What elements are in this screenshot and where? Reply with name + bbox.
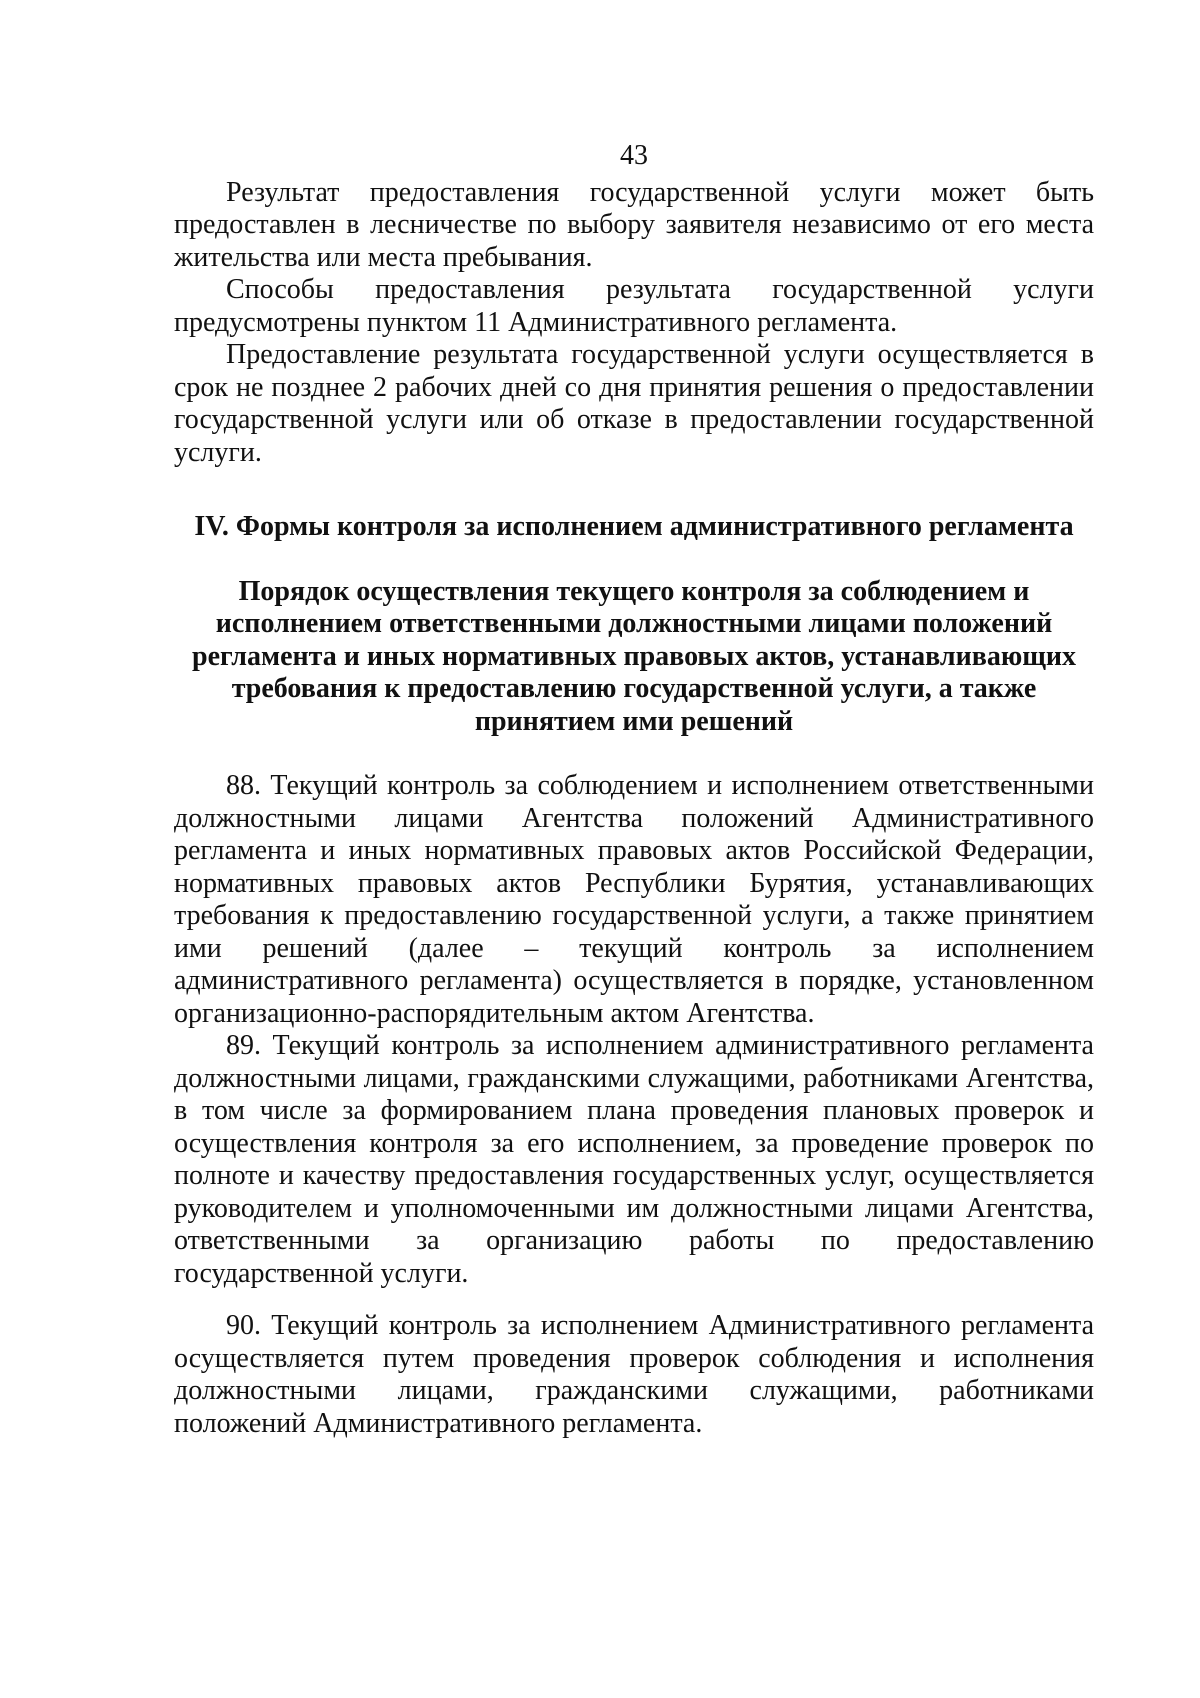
document-page	[174, 140, 1094, 1440]
paragraph-result-deadline: Предоставление результата государственной услуги осуществляется в срок не позднее 2 рабочих дней со дня принятия решения о предоставлении государственной услуги или об отказе в предоставлении государственной услуги.	[174, 339, 1094, 468]
paragraph-result-location: Результат предоставления государственной услуги может быть предоставлен в лесничестве по выбору заявителя независимо от его места жительства или места пребывания.	[174, 176, 1094, 273]
paragraph-89: 89. Текущий контроль за исполнением административного регламента должностными лицами, гражданскими служащими, работниками Агентства, в том числе за формированием плана проведения плановых проверок и осуществления контроля за его исполнением, за проведение проверок по полноте и качеству предоставления государственных услуг, осуществляется руководителем и уполномоченными им должностными лицами Агентства, ответственными за организацию работы по предоставлению государственной услуги.	[174, 1030, 1094, 1289]
section-title: IV. Формы контроля за исполнением административного регламента	[194, 511, 1074, 542]
paragraph-result-methods: Способы предоставления результата государственной услуги предусмотрены пунктом 11 Административного регламента.	[174, 274, 1094, 338]
subsection-title: Порядок осуществления текущего контроля за соблюдением и исполнением ответственными должностными лицами положений регламента и иных нормативных правовых актов, устанавливающих требования к предоставлению государственной услуги, а также принятием ими решений	[192, 575, 1076, 737]
paragraph-88: 88. Текущий контроль за соблюдением и исполнением ответственными должностными лицами Агентства положений Административного регламента и иных нормативных правовых актов Российской Федерации, нормативных правовых актов Республики Бурятия, устанавливающих требования к предоставлению государственной услуги, а также принятием ими решений (далее – текущий контроль за исполнением административного регламента) осуществляется в порядке, установленном организационно-распорядительным актом Агентства.	[174, 770, 1094, 1029]
paragraph-90: 90. Текущий контроль за исполнением Административного регламента осуществляется путем проведения проверок соблюдения и исполнения должностными лицами, гражданскими служащими, работниками положений Административного регламента.	[174, 1310, 1094, 1439]
page-number: 43	[620, 140, 648, 171]
